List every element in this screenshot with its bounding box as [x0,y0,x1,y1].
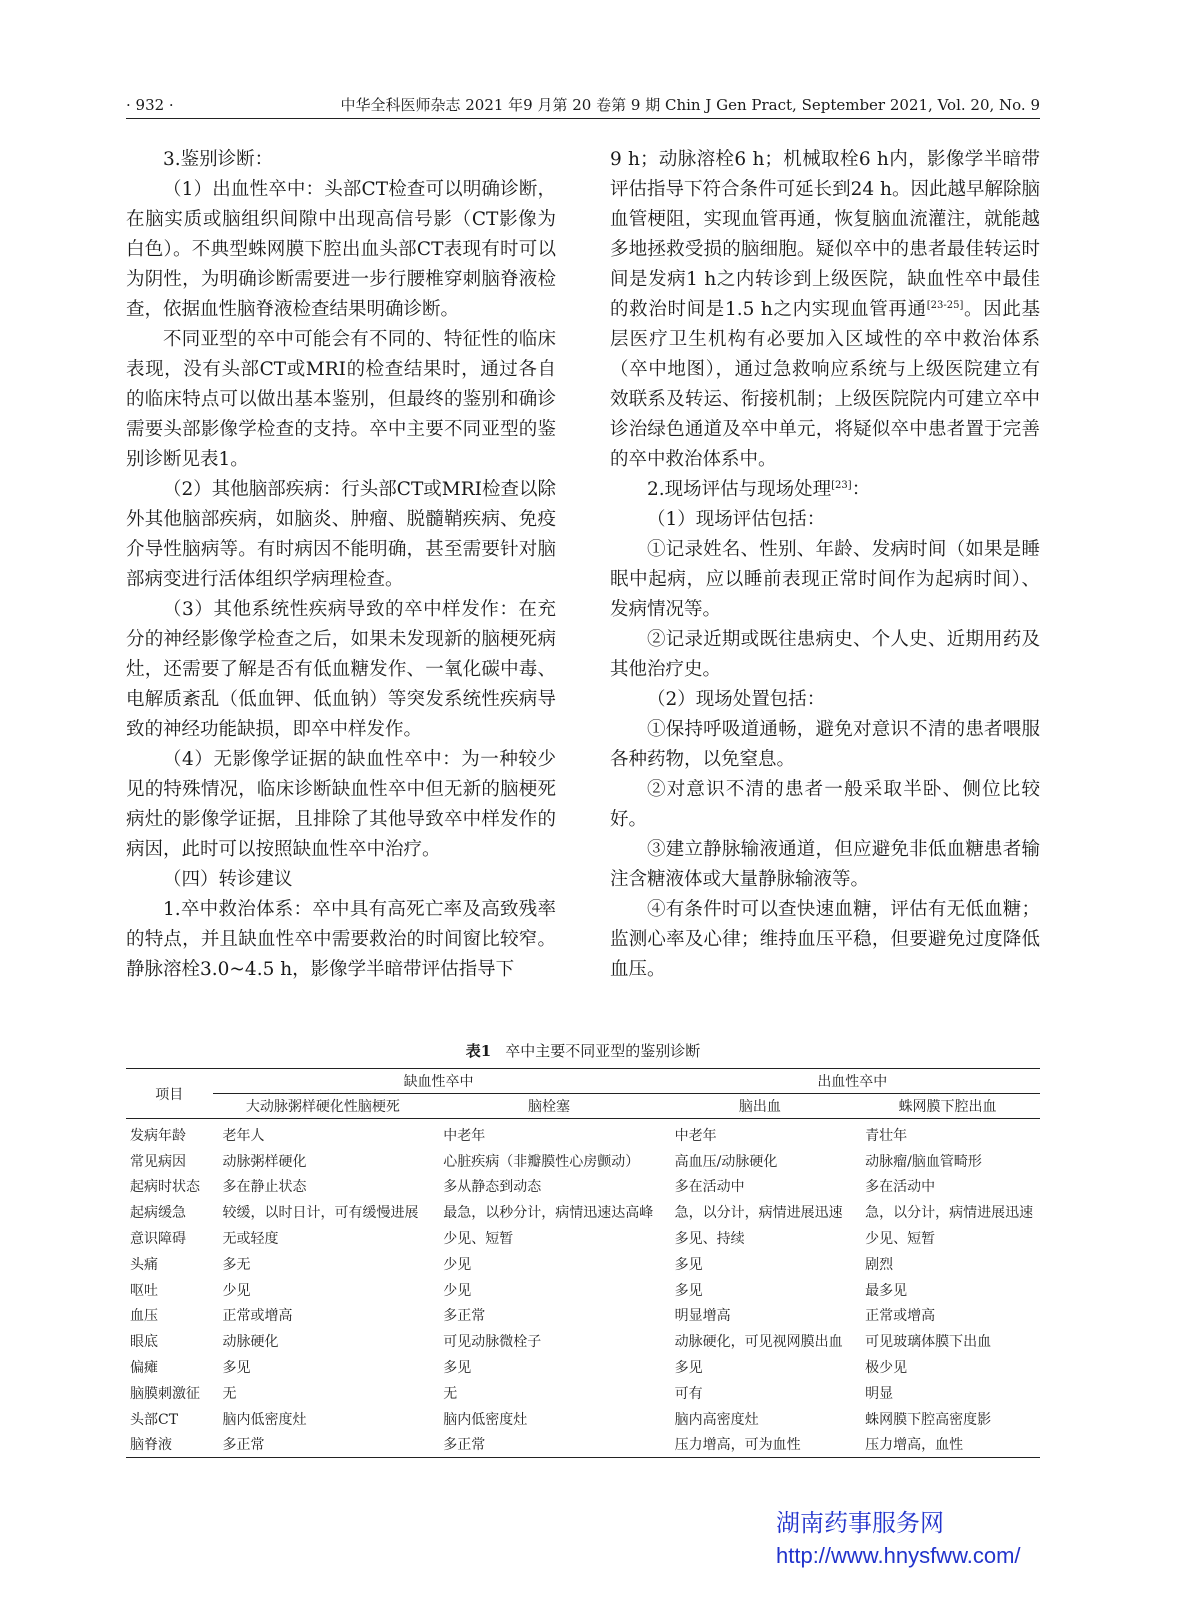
table-caption [126,1040,1040,1062]
table-cell: 老年人 [222,1127,265,1144]
row-label: 头部CT [130,1411,179,1428]
table-cell: 急，以分计，病情进展迅速 [674,1205,843,1222]
table-cell: 正常或增高 [222,1308,293,1325]
page-number: · 932 · [126,96,174,114]
row-label: 脑脊液 [126,1432,213,1458]
watermark-site-name: 湖南药事服务网 [776,1510,944,1537]
column-header: 大动脉粥样硬化性脑梗死 [213,1094,434,1119]
paragraph: （2）现场处置包括： [647,689,826,710]
table-cell: 压力增高，血性 [855,1432,1040,1458]
subsection-heading [610,475,1040,505]
table-cell: 多见 [674,1256,703,1273]
paragraph-text: 9 h；动脉溶栓6 h；机械取栓6 h内，影像学半暗带评估指导下符合条件可延长到24 h。因此越早解除脑血管梗阻，实现血管再通，恢复脑血流灌注，就能越多地拯救受损的脑细胞。疑似卒中的患者最佳转运时间是发病1 h之内转诊到上级医院，缺血性卒中最佳的救治时间是1.5 h之内实现血管再通 [610,149,1040,320]
paragraph: ①记录姓名、性别、年龄、发病时间（如果是睡眠中起病，应以睡前表现正常时间作为起病时间）、发病情况等。 [610,539,1040,620]
table-cell: 多从静态到动态 [443,1179,542,1196]
table-cell: 动脉硬化，可见视网膜出血 [674,1334,843,1351]
table-cell: 中老年 [674,1127,717,1144]
table-cell: 多见 [674,1360,703,1377]
paragraph: 1.卒中救治体系：卒中具有高死亡率及高致残率的特点，并且缺血性卒中需要救治的时间窗比较窄。静脉溶栓3.0~4.5 h，影像学半暗带评估指导下 [126,899,556,980]
table-cell: 多在静止状态 [222,1179,307,1196]
table-cell: 动脉硬化 [222,1334,279,1351]
table-row [126,1354,1040,1380]
running-header [126,92,1040,119]
header-item: 项目 [126,1069,213,1119]
paragraph-text: 。因此基层医疗卫生机构有必要加入区域性的卒中救治体系（卒中地图），通过急救响应系统与上级医院建立有效联系及转运、衔接机制；上级医院院内可建立卒中诊治绿色通道及卒中单元，将疑似卒中患者置于完善的卒中救治体系中。 [610,299,1040,470]
table-cell: 多无 [222,1256,251,1273]
table-cell: 少见 [222,1282,251,1299]
table-cell: 明显增高 [674,1308,731,1325]
table-cell: 明显 [865,1385,894,1402]
table-cell: 多正常 [433,1432,664,1458]
row-label: 眼底 [130,1334,158,1351]
table-cell: 较缓，以时日计，可有缓慢进展 [222,1205,419,1222]
table-row [126,1406,1040,1432]
paragraph: 不同亚型的卒中可能会有不同的、特征性的临床表现，没有头部CT或MRI的检查结果时，通过各自的临床特点可以做出基本鉴别，但最终的鉴别和确诊需要头部影像学检查的支持。卒中主要不同亚型的鉴别诊断见表1。 [126,329,556,470]
paragraph: （4）无影像学证据的缺血性卒中：为一种较少见的特殊情况，临床诊断缺血性卒中但无新的脑梗死病灶的影像学证据，且排除了其他导致卒中样发作的病因，此时可以按照缺血性卒中治疗。 [126,749,556,860]
column-header: 脑栓塞 [433,1094,664,1119]
row-label: 常见病因 [130,1153,186,1170]
table-row [126,1303,1040,1329]
paragraph: 3.鉴别诊断： [163,149,274,170]
table-cell: 高血压/动脉硬化 [674,1153,778,1170]
table-title: 卒中主要不同亚型的鉴别诊断 [505,1042,701,1060]
differential-diagnosis-table [126,1068,1040,1458]
table-row [126,1328,1040,1354]
journal-citation: 中华全科医师杂志 2021 年9 月第 20 卷第 9 期 Chin J Gen Pract, September 2021, Vol. 20, No. 9 [340,96,1040,114]
section-heading: （四）转诊建议 [163,869,293,890]
table-cell: 中老年 [443,1127,486,1144]
row-label: 发病年龄 [130,1127,186,1144]
table-row [126,1225,1040,1251]
row-label: 头痛 [130,1256,158,1273]
table-cell: 多在活动中 [674,1179,745,1196]
paragraph: （1）现场评估包括： [647,509,826,530]
paragraph: （1）出血性卒中：头部CT检查可以明确诊断，在脑实质或脑组织间隙中出现高信号影（CT影像为白色）。不典型蛛网膜下腔出血头部CT表现有时可以为阴性，为明确诊断需要进一步行腰椎穿刺脑脊液检查，依据血性脑脊液检查结果明确诊断。 [126,179,556,320]
row-label: 偏瘫 [130,1360,158,1377]
table-row [126,1432,1040,1458]
table-cell: 极少见 [865,1360,908,1377]
table-cell: 多在活动中 [865,1179,936,1196]
citation-ref: [23] [831,479,852,491]
paragraph: ④有条件时可以查快速血糖，评估有无低血糖；监测心率及心律；维持血压平稳，但要避免过度降低血压。 [610,899,1040,980]
table-cell: 多正常 [443,1308,486,1325]
left-column [126,145,556,985]
table-row [126,1251,1040,1277]
table-cell: 多见 [222,1360,251,1377]
paragraph: ②对意识不清的患者一般采取半卧、侧位比较好。 [610,779,1040,830]
table-row [126,1119,1040,1148]
column-header: 蛛网膜下腔出血 [855,1094,1040,1119]
paragraph: ②记录近期或既往患病史、个人史、近期用药及其他治疗史。 [610,629,1040,680]
row-label: 意识障碍 [130,1231,186,1248]
header-group-ischemic: 缺血性卒中 [213,1069,665,1094]
watermark-url[interactable]: http://www.hnysfww.com/ [776,1543,1021,1568]
paragraph: ①保持呼吸道通畅，避免对意识不清的患者喂服各种药物，以免窒息。 [610,719,1040,770]
paragraph: （2）其他脑部疾病：行头部CT或MRI检查以除外其他脑部疾病，如脑炎、肿瘤、脱髓鞘疾病、免疫介导性脑病等。有时病因不能明确，甚至需要针对脑部病变进行活体组织学病理检查。 [126,479,556,590]
table-cell: 无 [222,1385,237,1402]
heading-colon: ： [851,479,871,500]
table-cell: 可见玻璃体膜下出血 [865,1334,992,1351]
table-cell: 最急，以秒分计，病情迅速达高峰 [443,1205,654,1222]
table-cell: 蛛网膜下腔高密度影 [865,1411,992,1428]
table-number: 表1 [465,1042,492,1060]
table-cell: 脑内低密度灶 [443,1411,528,1428]
table-cell: 青壮年 [865,1127,908,1144]
table-cell: 多见 [674,1282,703,1299]
table-row [126,1199,1040,1225]
paragraph [610,145,1040,475]
row-label: 起病时状态 [130,1179,200,1196]
table-cell: 正常或增高 [865,1308,936,1325]
row-label: 呕吐 [130,1282,158,1299]
paragraph: （3）其他系统性疾病导致的卒中样发作：在充分的神经影像学检查之后，如果未发现新的脑梗死病灶，还需要了解是否有低血糖发作、一氧化碳中毒、电解质紊乱（低血钾、低血钠）等突发系统性疾病导致的神经功能缺损，即卒中样发作。 [126,599,556,740]
table-cell: 动脉瘤/脑血管畸形 [865,1153,982,1170]
table-cell: 少见、短暂 [865,1231,936,1248]
header-group-hemorrhagic: 出血性卒中 [665,1069,1040,1094]
table-cell: 可有 [674,1385,703,1402]
table-cell: 少见、短暂 [443,1231,514,1248]
table-row [126,1174,1040,1200]
heading-text: 2.现场评估与现场处理 [647,479,832,500]
table-cell: 无或轻度 [222,1231,279,1248]
column-header: 脑出血 [665,1094,856,1119]
table-cell: 多正常 [213,1432,434,1458]
table-cell: 脑内低密度灶 [222,1411,307,1428]
table-cell: 动脉粥样硬化 [222,1153,307,1170]
table-cell: 脑内高密度灶 [674,1411,759,1428]
table-cell: 压力增高，可为血性 [665,1432,856,1458]
table-row [126,1380,1040,1406]
table-cell: 少见 [443,1256,472,1273]
table-cell: 多见 [443,1360,472,1377]
row-label: 血压 [130,1308,158,1325]
table-cell: 最多见 [865,1282,908,1299]
table-cell: 急，以分计，病情进展迅速 [865,1205,1034,1222]
watermark [776,1508,1076,1572]
table-cell: 心脏疾病（非瓣膜性心房颤动） [443,1153,640,1170]
row-label: 脑膜刺激征 [130,1385,200,1402]
table-cell: 无 [443,1385,458,1402]
citation-ref: [23-25] [926,299,964,311]
paragraph: ③建立静脉输液通道，但应避免非低血糖患者输注含糖液体或大量静脉输液等。 [610,839,1040,890]
table-cell: 少见 [443,1282,472,1299]
right-column [610,145,1040,985]
table-cell: 剧烈 [865,1256,894,1273]
table-cell: 多见、持续 [674,1231,745,1248]
table-cell: 可见动脉微栓子 [443,1334,542,1351]
table-row [126,1277,1040,1303]
table-row [126,1148,1040,1174]
row-label: 起病缓急 [130,1205,186,1222]
